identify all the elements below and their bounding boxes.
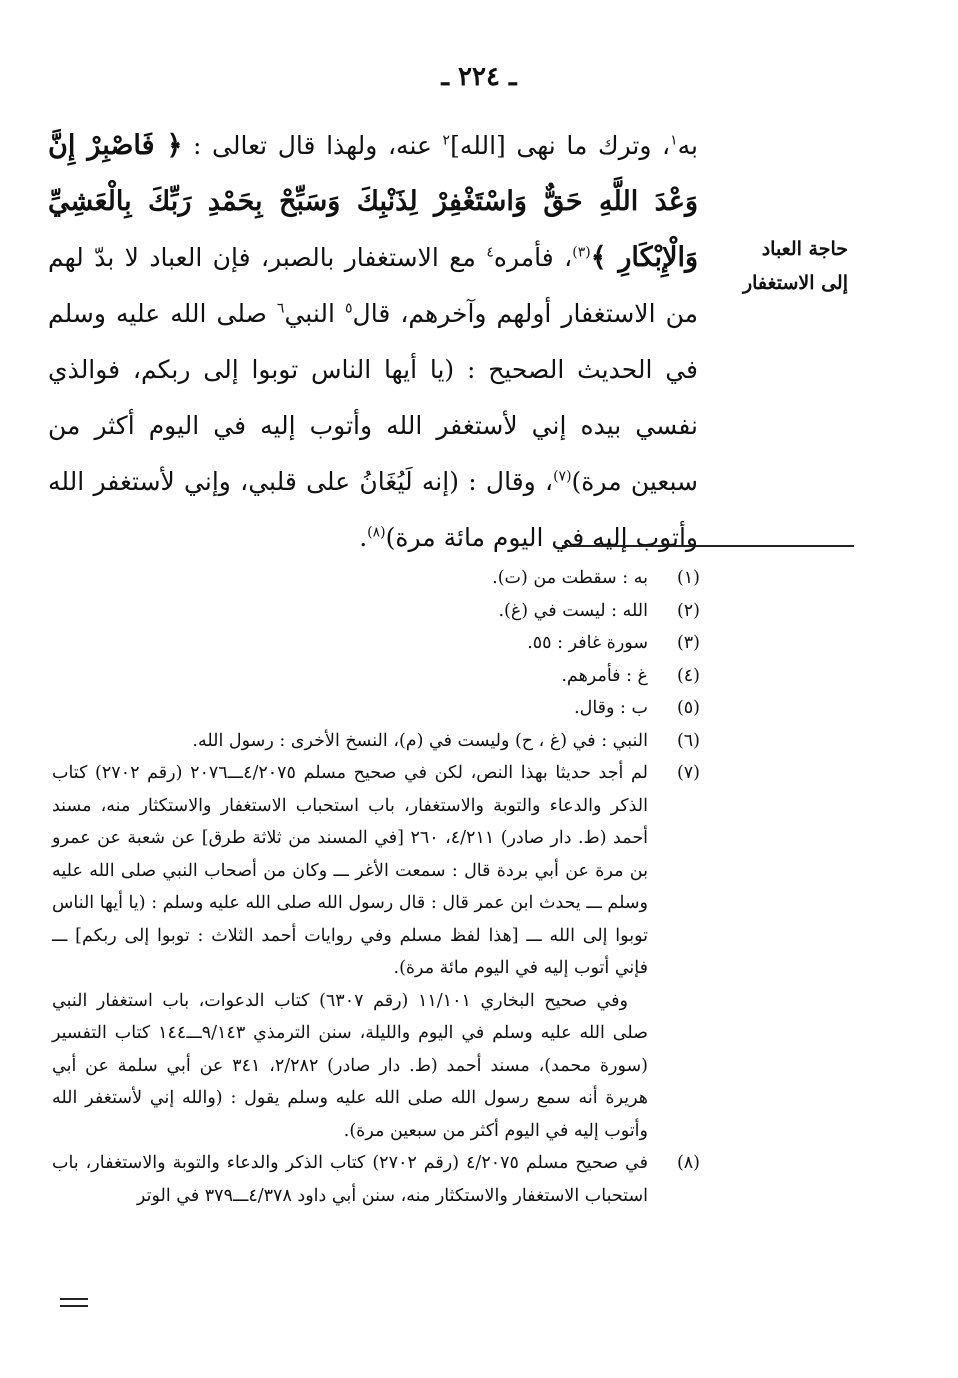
main-text-segment: ، وترك ما نهى [الله] <box>450 131 671 160</box>
footnote-text: سورة غافر : ٥٥. <box>527 633 648 653</box>
footnote-number: (٥) <box>676 698 700 718</box>
main-text-segment: ، فأمره <box>493 243 573 272</box>
main-text-segment: عنه، ولهذا قال تعالى : <box>182 131 443 160</box>
footnote-ref-2: ٢ <box>442 132 451 149</box>
margin-note-line-2: إلى الاستغفار <box>742 272 848 294</box>
margin-note-line-1: حاجة العباد <box>761 238 848 260</box>
footnote-item <box>52 627 700 660</box>
footnote-item <box>52 692 700 725</box>
footnote-ref-8: (٨) <box>367 524 386 541</box>
quran-verse: ﴿ فَاصْبِرْ إِنَّ وَعْدَ اللَّهِ حَقٌّ وَاسْتَغْفِرْ لِذَنْبِكَ وَسَبِّحْ بِحَمْدِ رَبِّكَ بِالْعَشِيِّ وَالْإِبْكَارِ ﴾ <box>48 130 699 273</box>
margin-note <box>728 232 848 300</box>
footnote-separator <box>562 545 854 547</box>
footnote-text: غ : فأمرهم. <box>561 665 648 686</box>
footnote-number: (٢) <box>676 600 700 621</box>
page-number: ـ ٢٢٤ ـ <box>441 62 517 92</box>
footnote-ref-7: (٧) <box>553 468 572 485</box>
footnote-item <box>52 757 700 985</box>
footnote-item <box>52 660 700 693</box>
main-text-segment: مع الاستغفار بالصبر، فإن العباد لا بدّ لهم من الاستغفار أولهم وآخرهم، قال <box>48 243 698 328</box>
footnote-ref-6: ٦ <box>276 300 285 317</box>
footnote-number: (٤) <box>676 665 700 686</box>
footnote-ref-5: ٥ <box>345 300 353 317</box>
footnote-item <box>52 725 700 758</box>
footnote-text: الله : ليست في (غ). <box>498 600 648 621</box>
footnote-ref-1: ١ <box>670 132 678 149</box>
footnotes <box>52 562 700 1212</box>
footnote-ref-3: (٣) <box>572 244 591 261</box>
footnote-number: (١) <box>676 568 700 588</box>
footnote-number: (٦) <box>676 730 700 751</box>
footnote-text: النبي : في (غ ، ح) وليست في (م)، النسخ الأخرى : رسول الله. <box>192 730 648 751</box>
main-text-segment: . <box>359 523 368 552</box>
footnote-item <box>52 1147 700 1212</box>
footnote-text: في صحيح مسلم ٤/٢٠٧٥ (رقم ٢٧٠٢) كتاب الذكر والدعاء والتوبة والاستغفار، باب استحباب الاستغفار والاستكثار منه، سنن أبي داود ٤/٣٧٨ـــ٣٧٩ في الوتر <box>52 1153 648 1206</box>
main-text <box>48 118 698 566</box>
footnote-text: لم أجد حديثا بهذا النص، لكن في صحيح مسلم ٤/٢٠٧٥ـــ٢٠٧٦ (رقم ٢٧٠٢) كتاب الذكر والدعاء والتوبة والاستغفار، باب استحباب الاستغفار والاستكثار منه، مسند أحمد (ط. دار صادر) ٤/٢١١، ٢٦٠ [في المسند من ثلاثة طرق] عن شعبة عن عمرو بن مرة عن أبي بردة قال : سمعت الأغر ـــ وكان من أصحاب النبي صلى الله عليه وسلم ـــ يحدث ابن عمر قال : قال رسول الله صلى الله عليه وسلم : (يا أيها الناس توبوا إلى الله ـــ [هذا لفظ مسلم وفي روايات أحمد الثلاث : توبوا إلى ربكم] ـــ فإني أتوب إليه في اليوم مائة مرة). <box>52 763 648 978</box>
main-text-segment: ، وقال : (إنه لَيُغَانُ على قلبي، وإني لأستغفر الله وأتوب إليه في اليوم مائة مرة) <box>48 467 698 552</box>
footnote-ref-4: ٤ <box>486 244 494 261</box>
main-text-segment: به <box>677 131 698 160</box>
footnote-continuation: وفي صحيح البخاري ١١/١٠١ (رقم ٦٣٠٧) كتاب الدعوات، باب استغفار النبي صلى الله عليه وسلم في اليوم والليلة، سنن الترمذي ٩/١٤٣ـــ١٤٤ كتاب التفسير (سورة محمد)، مسند أحمد (ط. دار صادر) ٢/٢٨٢، ٣٤١ عن أبي سلمة عن أبي هريرة أنه سمع رسول الله صلى الله عليه وسلم يقول : (والله إني لأستغفر الله وأتوب إليه في اليوم أكثر من سبعين مرة). <box>52 990 649 1141</box>
footnote-item <box>52 562 700 595</box>
main-text-segment: النبي <box>284 299 346 328</box>
footnote-item <box>52 595 700 628</box>
main-text-segment: صلى الله عليه وسلم في الحديث الصحيح : (يا أيها الناس توبوا إلى ربكم، فوالذي نفسي بيده إني لأستغفر الله وأتوب إليه في اليوم أكثر من سبعين مرة) <box>48 299 698 496</box>
footnote-text: ب : وقال. <box>574 698 648 718</box>
footnote-number: (٨) <box>676 1153 700 1173</box>
footnote-number: (٧) <box>676 763 700 783</box>
page-end-rule <box>60 1298 88 1307</box>
footnote-number: (٣) <box>676 633 700 653</box>
footnote-text: به : سقطت من (ت). <box>492 568 648 588</box>
